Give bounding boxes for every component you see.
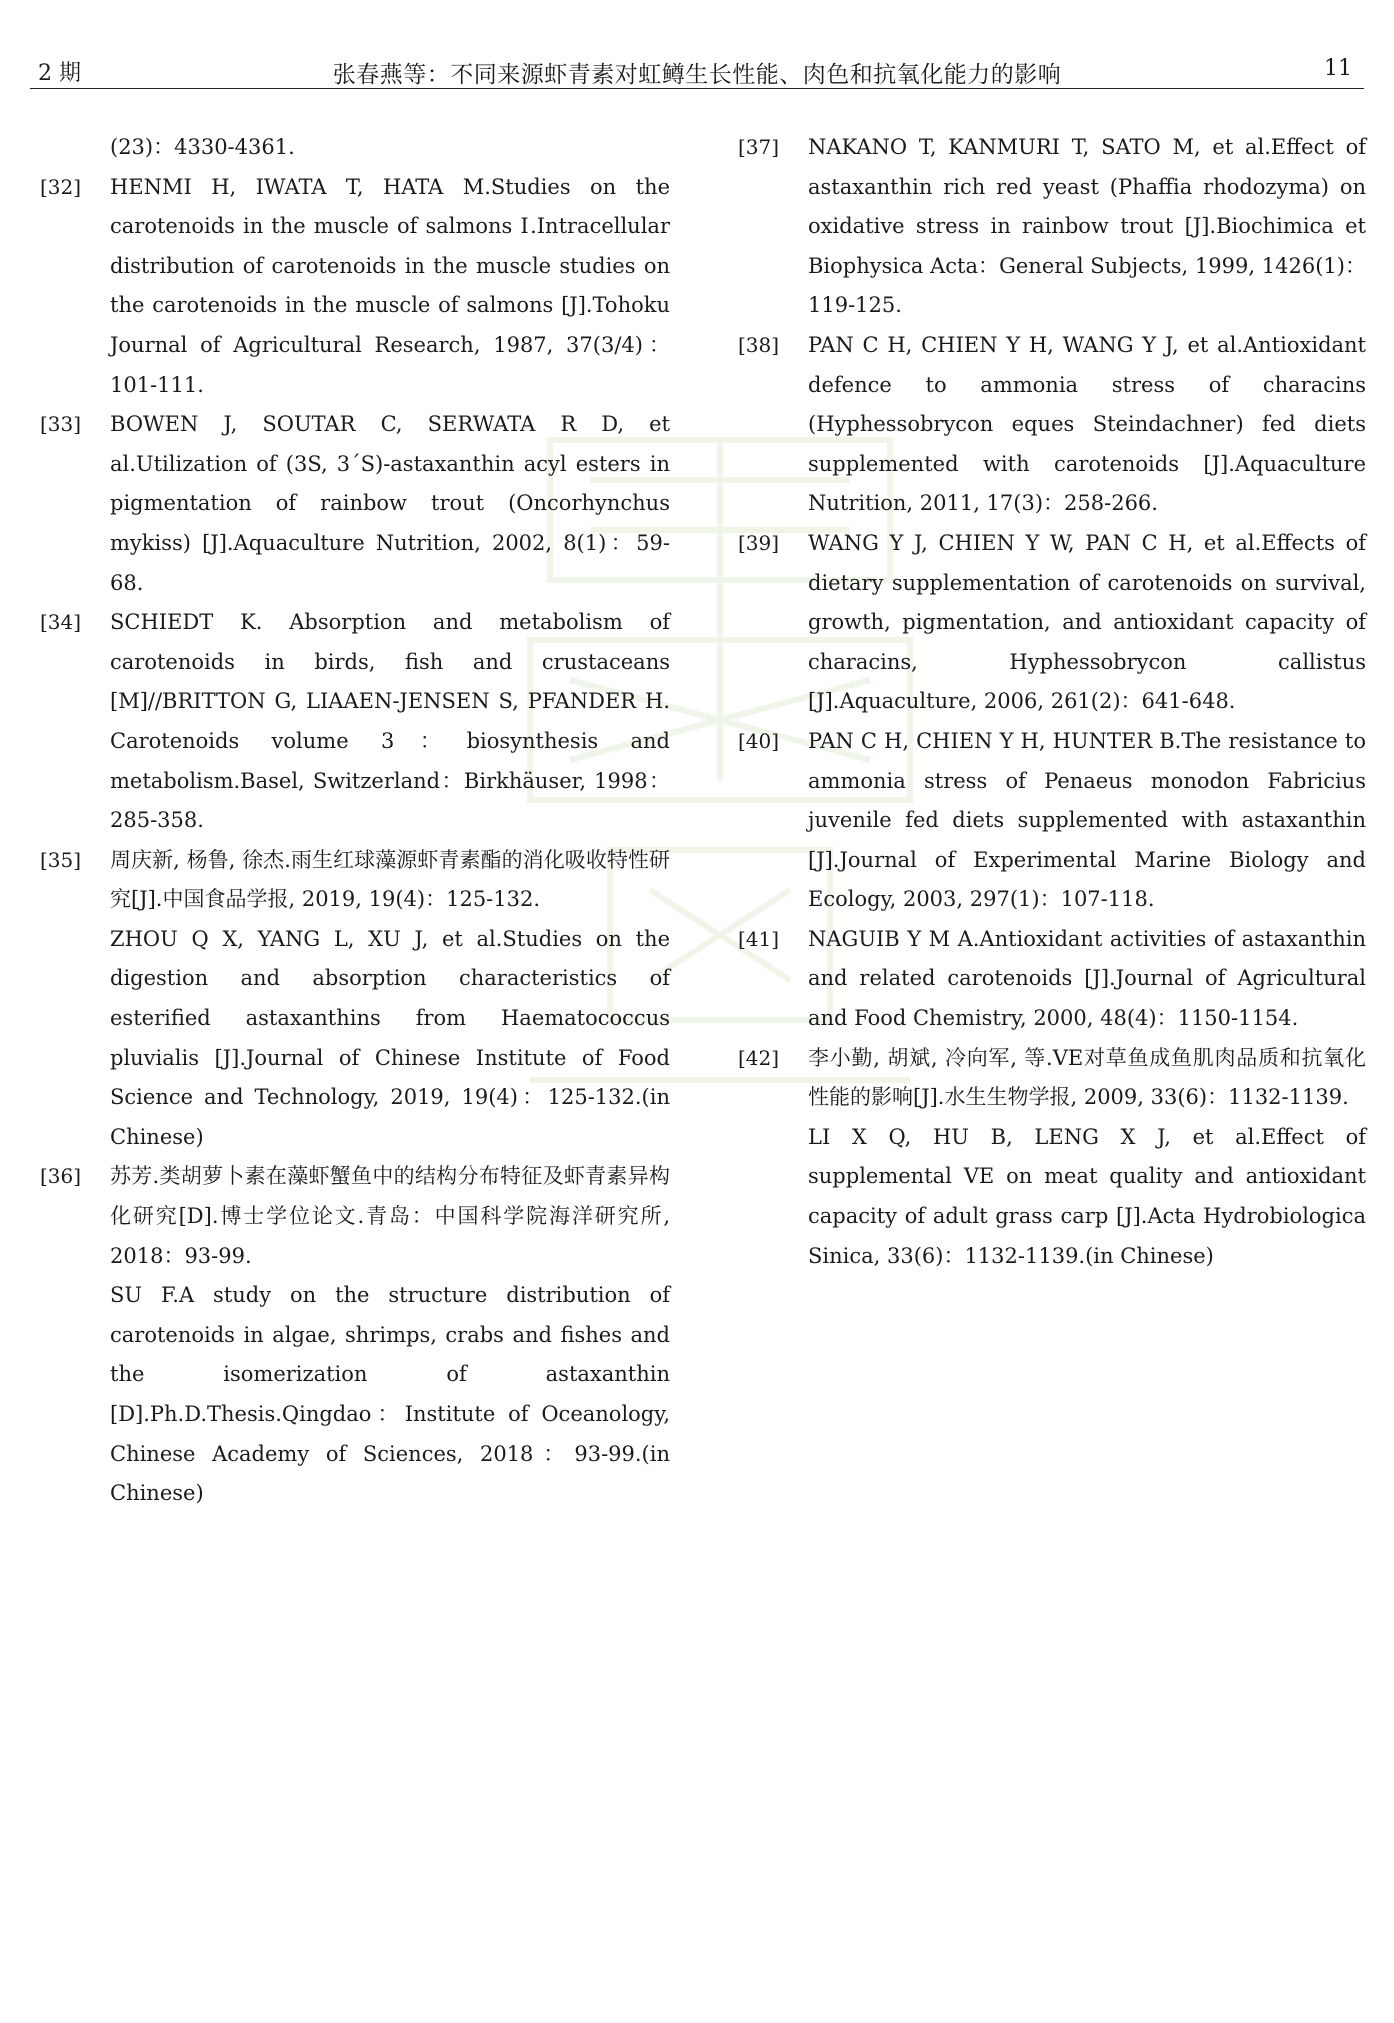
reference-text: 周庆新, 杨鲁, 徐杰.雨生红球藻源虾青素酯的消化吸收特性研究[J].中国食品学报, 2019, 19(4)：125-132. [110, 847, 670, 912]
reference-continuation: (23)：4330-4361. [110, 135, 295, 159]
right-column [738, 128, 1366, 1276]
reference-number: [35] [40, 847, 82, 872]
reference-item [738, 722, 1366, 920]
reference-text: PAN C H, CHIEN Y H, HUNTER B.The resistance to ammonia stress of Penaeus monodon Fabricius juvenile fed diets supplemented with astaxanthin [J].Journal of Experimental Marine Biology and Ecology, 2003, 297(1)：107-118. [808, 728, 1366, 912]
reference-item [40, 841, 670, 1158]
reference-item [738, 920, 1366, 1039]
reference-number: [38] [738, 332, 780, 357]
reference-item [40, 168, 670, 406]
reference-number: [33] [40, 412, 82, 437]
reference-number: [34] [40, 610, 82, 635]
reference-item [738, 1039, 1366, 1277]
reference-item [738, 326, 1366, 524]
issue-label: 2 期 [38, 61, 81, 86]
reference-number: [32] [40, 174, 82, 199]
reference-text: BOWEN J, SOUTAR C, SERWATA R D, et al.Utilization of (3S, 3´S)-astaxanthin acyl esters in pigmentation of rainbow trout (Oncorhynchus mykiss) [J].Aquaculture Nutrition, 2002, 8(1)：59-68. [110, 412, 670, 595]
reference-text: HENMI H, IWATA T, HATA M.Studies on the carotenoids in the muscle of salmons Ⅰ.Intracellular distribution of carotenoids in the muscle studies on the carotenoids in the muscle of salmons [J].Tohoku Journal of Agricultural Research, 1987, 37(3/4)：101-111. [110, 174, 670, 397]
page-number: 11 [1324, 56, 1352, 81]
reference-number: [41] [738, 926, 780, 951]
reference-item [40, 603, 670, 841]
reference-text: NAGUIB Y M A.Antioxidant activities of astaxanthin and related carotenoids [J].Journal of Agricultural and Food Chemistry, 2000, 48(4)：1150-1154. [808, 926, 1366, 1031]
reference-text: WANG Y J, CHIEN Y W, PAN C H, et al.Effects of dietary supplementation of carotenoids on survival, growth, pigmentation, and antioxidant capacity of characins, Hyphessobrycon callistus [J].Aquaculture, 2006, 261(2)：641-648. [808, 530, 1366, 714]
left-column [40, 128, 670, 1514]
reference-text: 苏芳.类胡萝卜素在藻虾蟹鱼中的结构分布特征及虾青素异构化研究[D].博士学位论文.青岛：中国科学院海洋研究所, 2018：93-99. [110, 1164, 670, 1268]
reference-number: [42] [738, 1045, 780, 1070]
running-header [30, 54, 1364, 89]
reference-text: NAKANO T, KANMURI T, SATO M, et al.Effect of astaxanthin rich red yeast (Phaffia rhodozyma) on oxidative stress in rainbow trout [J].Biochimica et Biophysica Acta：General Subjects, 1999, 1426(1)：119-125. [808, 135, 1366, 318]
reference-text: SCHIEDT K. Absorption and metabolism of carotenoids in birds, fish and crustaceans [M]//BRITTON G, LIAAEN-JENSEN S, PFANDER H. Carotenoids volume 3：biosynthesis and metabolism.Basel, Switzerland：Birkhäuser, 1998：285-358. [110, 610, 670, 833]
reference-translation: LI X Q, HU B, LENG X J, et al.Effect of supplemental VE on meat quality and antioxidant capacity of adult grass carp [J].Acta Hydrobiologica Sinica, 33(6)：1132-1139.(in Chinese) [808, 1124, 1366, 1268]
reference-number: [36] [40, 1164, 82, 1189]
reference-item [738, 128, 1366, 326]
reference-text: PAN C H, CHIEN Y H, WANG Y J, et al.Antioxidant defence to ammonia stress of characins (Hyphessobrycon eques Steindachner) fed diets supplemented with carotenoids [J].Aquaculture Nutrition, 2011, 17(3)：258-266. [808, 332, 1366, 516]
running-title: 张春燕等：不同来源虾青素对虹鳟生长性能、肉色和抗氧化能力的影响 [332, 62, 1062, 88]
reference-translation: SU F.A study on the structure distribution of carotenoids in algae, shrimps, crabs and fishes and the isomerization of astaxanthin [D].Ph.D.Thesis.Qingdao：Institute of Oceanology, Chinese Academy of Sciences, 2018：93-99.(in Chinese) [110, 1283, 670, 1506]
reference-number: [39] [738, 530, 780, 555]
reference-translation: ZHOU Q X, YANG L, XU J, et al.Studies on the digestion and absorption characteristics of esterified astaxanthins from Haematococcus pluvialis [J].Journal of Chinese Institute of Food Science and Technology, 2019, 19(4)：125-132.(in Chinese) [110, 926, 670, 1149]
reference-item [738, 524, 1366, 722]
reference-number: [37] [738, 135, 780, 159]
reference-number: [40] [738, 728, 780, 753]
reference-text: 李小勤, 胡斌, 冷向军, 等.VE对草鱼成鱼肌肉品质和抗氧化性能的影响[J].水生生物学报, 2009, 33(6)：1132-1139. [808, 1045, 1366, 1110]
reference-item [40, 405, 670, 603]
reference-item [40, 1157, 670, 1513]
